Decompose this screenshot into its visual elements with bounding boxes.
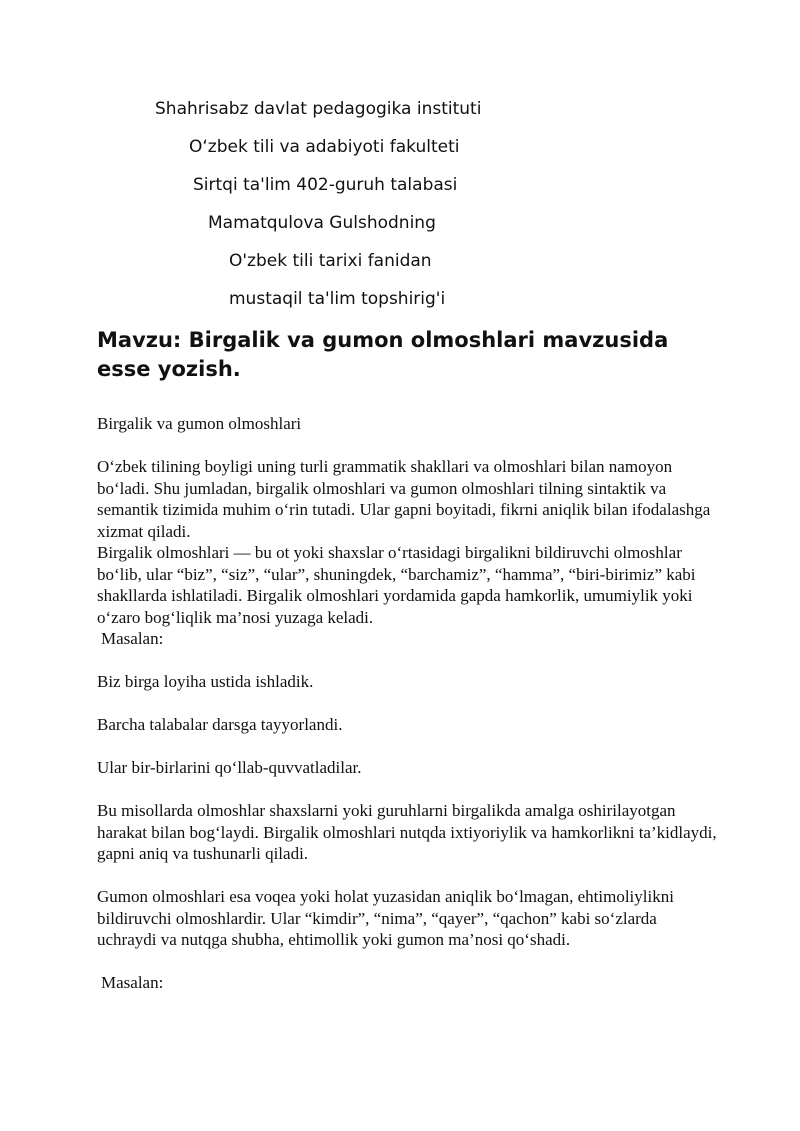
paragraph-gap [97,435,717,457]
document-body [97,413,717,994]
paragraph-birgalik-definition: Birgalik olmoshlari — bu ot yoki shaxslar o‘rtasidagi birgalikni bildiruvchi olmoshlar bo‘lib, ular “biz”, “siz”, “ular”, shuningdek, “barchamiz”, “hamma”, “biri-birimiz” kabi shakllarda ishlatiladi. Birgalik olmoshlari yordamida gapda hamkorlik, umumiylik yoki o‘zaro bog‘liqlik ma’nosi yuzaga keladi. [97,543,696,627]
document-title: Mavzu: Birgalik va gumon olmoshlari mavzusida esse yozish. [97,328,669,381]
header-group: Sirtqi ta'lim 402-guruh talabasi [193,175,458,195]
header-institute: Shahrisabz davlat pedagogika instituti [155,99,482,119]
masalan-label: Masalan: [101,629,164,648]
paragraph-gap [97,736,717,758]
header-subject: O'zbek tili tarixi fanidan [229,251,432,271]
paragraph-gap [97,865,717,887]
example-sentence: Barcha talabalar darsga tayyorlandi. [97,715,343,734]
header-student: Mamatqulova Gulshodning [208,213,436,233]
header-faculty: O‘zbek tili va adabiyoti fakulteti [189,137,460,157]
paragraph-intro: O‘zbek tilining boyligi uning turli grammatik shakllari va olmoshlari bilan namoyon bo‘ladi. Shu jumladan, birgalik olmoshlari va gumon olmoshlari tilning sintaktik va semantik tizimida muhim o‘rin tutadi. Ular gapni boyitadi, fikrni aniqlik bilan ifodalashga xizmat qiladi. [97,457,711,541]
paragraph-gap [97,779,717,801]
paragraph-gumon-definition: Gumon olmoshlari esa voqea yoki holat yuzasidan aniqlik bo‘lmagan, ehtimoliylikni bildiruvchi olmoshlardir. Ular “kimdir”, “nima”, “qayer”, “qachon” kabi so‘zlarda uchraydi va nutqga shubha, ehtimollik yoki gumon ma’nosi qo‘shadi. [97,887,674,949]
masalan-label: Masalan: [101,973,164,992]
paragraph-analysis: Bu misollarda olmoshlar shaxslarni yoki guruhlarni birgalikda amalga oshirilayotgan harakat bilan bog‘laydi. Birgalik olmoshlari nutqda ixtiyoriylik va hamkorlikni ta’kidlaydi, gapni aniq va tushunarli qiladi. [97,801,717,863]
paragraph-gap [97,650,717,672]
header-assignment: mustaqil ta'lim topshirig'i [229,289,446,309]
paragraph-gap [97,951,717,973]
example-sentence: Biz birga loyiha ustida ishladik. [97,672,314,691]
example-sentence: Ular bir-birlarini qo‘llab-quvvatladilar. [97,758,362,777]
body-heading: Birgalik va gumon olmoshlari [97,414,302,433]
paragraph-gap [97,693,717,715]
